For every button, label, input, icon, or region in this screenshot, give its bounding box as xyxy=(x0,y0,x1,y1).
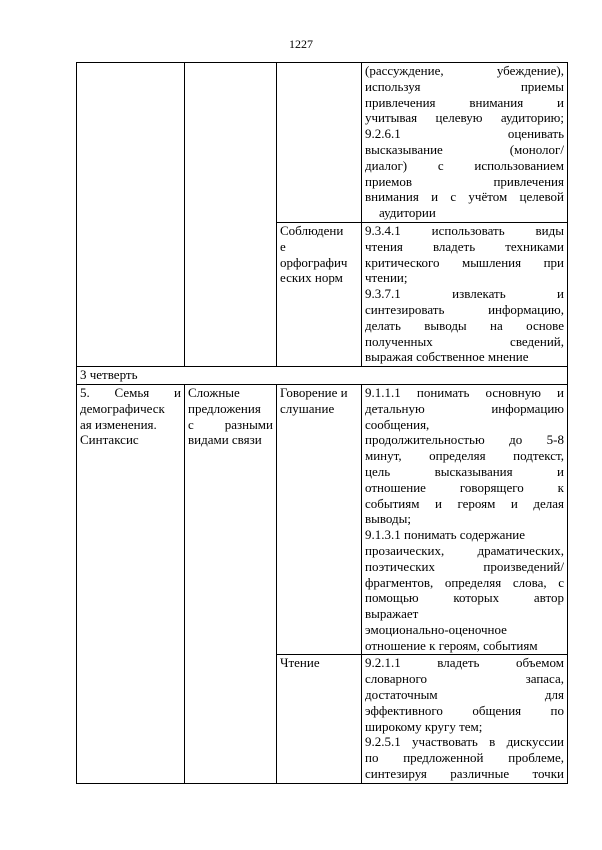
objective-line: эмоционально-оценочное xyxy=(365,621,507,637)
objective-line: цель высказывания и xyxy=(365,463,564,479)
section-line: 5. Семья и xyxy=(80,384,181,400)
objective-line: выражая собственное мнение xyxy=(365,349,529,365)
topic-line: Сложные xyxy=(188,384,240,400)
objective-line: критического мышления при xyxy=(365,254,564,270)
objective-line: сообщения, xyxy=(365,416,430,432)
objective-line: достаточным для xyxy=(365,687,564,703)
skill-line: Чтение xyxy=(280,655,320,671)
objectives-cell xyxy=(362,222,568,366)
section-line: ая изменения. xyxy=(80,416,157,432)
objective-line: поэтических произведений/ xyxy=(365,558,564,574)
section-line: Синтаксис xyxy=(80,432,139,448)
section-line: демографическ xyxy=(80,400,165,416)
table-row xyxy=(77,63,568,223)
table-row xyxy=(77,384,568,655)
skill-line: Говорение и xyxy=(280,384,348,400)
objective-line: выражает xyxy=(365,606,419,622)
topic-line: с разными xyxy=(188,416,273,432)
objective-line: учитывая целевую аудиторию; xyxy=(365,110,564,126)
objectives-cell xyxy=(362,384,568,655)
skill-cell xyxy=(277,384,362,655)
objective-line: делать выводы на основе xyxy=(365,317,564,333)
topic-cell xyxy=(185,384,277,783)
objective-line: прозаических, драматических, xyxy=(365,542,564,558)
objective-line: диалог) с использованием xyxy=(365,157,564,173)
skill-line: е xyxy=(280,238,286,254)
objective-line: детальную информацию xyxy=(365,400,564,416)
objective-line: 9.1.1.1 понимать основную и xyxy=(365,384,564,400)
objective-line: синтезировать информацию, xyxy=(365,301,564,317)
objective-line: привлечения внимания и xyxy=(365,94,564,110)
section-cell-empty xyxy=(77,63,185,367)
objective-line: словарного запаса, xyxy=(365,671,564,687)
skill-line: слушание xyxy=(280,400,335,416)
skill-cell-empty xyxy=(277,63,362,223)
curriculum-table xyxy=(76,62,568,784)
objective-line: отношение говорящего к xyxy=(365,479,564,495)
topic-line: видами связи xyxy=(188,432,262,448)
skill-line: Соблюдени xyxy=(280,222,344,238)
objective-line: приемов привлечения xyxy=(365,173,564,189)
topic-cell-empty xyxy=(185,63,277,367)
objective-line: широкому кругу тем; xyxy=(365,718,483,734)
objective-line: чтении; xyxy=(365,270,408,286)
objective-line: используя приемы xyxy=(365,78,564,94)
objective-line: 9.2.5.1 участвовать в дискуссии xyxy=(365,734,564,750)
quarter-label: 3 четверть xyxy=(77,367,568,385)
objective-line: по предложенной проблеме, xyxy=(365,750,564,766)
objective-line: высказывание (монолог/ xyxy=(365,141,564,157)
objective-line: минут, определяя подтекст, xyxy=(365,448,564,464)
objective-line: эффективного общения по xyxy=(365,702,564,718)
objective-line: (рассуждение, убеждение), xyxy=(365,63,564,78)
objective-line: 9.1.3.1 понимать содержание xyxy=(365,527,526,543)
objective-line: 9.2.1.1 владеть объемом xyxy=(365,655,564,671)
objective-line: фрагментов, определяя слова, с xyxy=(365,574,564,590)
skill-cell xyxy=(277,655,362,783)
quarter-row xyxy=(77,367,568,385)
objective-line: выводы; xyxy=(365,511,412,527)
section-cell xyxy=(77,384,185,783)
objective-line: аудитории xyxy=(379,205,436,221)
topic-line: предложения xyxy=(188,400,261,416)
objective-line: 9.3.4.1 использовать виды xyxy=(365,222,564,238)
objectives-cell xyxy=(362,655,568,783)
objective-line: полученных сведений, xyxy=(365,333,564,349)
skill-cell xyxy=(277,222,362,366)
page-number: 1227 xyxy=(289,37,313,51)
objective-line: помощью которых автор xyxy=(365,590,564,606)
objective-line: синтезируя различные точки xyxy=(365,766,564,782)
objectives-cell xyxy=(362,63,568,223)
skill-line: орфографич xyxy=(280,254,348,270)
objective-line: внимания и с учётом целевой xyxy=(365,189,564,205)
objective-line: 9.3.7.1 извлекать и xyxy=(365,286,564,302)
objective-line: продолжительностью до 5-8 xyxy=(365,432,564,448)
skill-line: еских норм xyxy=(280,270,343,286)
objective-line: чтения владеть техниками xyxy=(365,238,564,254)
objective-line: 9.2.6.1 оценивать xyxy=(365,126,564,142)
objective-line: событиям и героям и делая xyxy=(365,495,564,511)
objective-line: отношение к героям, событиям xyxy=(365,637,538,653)
